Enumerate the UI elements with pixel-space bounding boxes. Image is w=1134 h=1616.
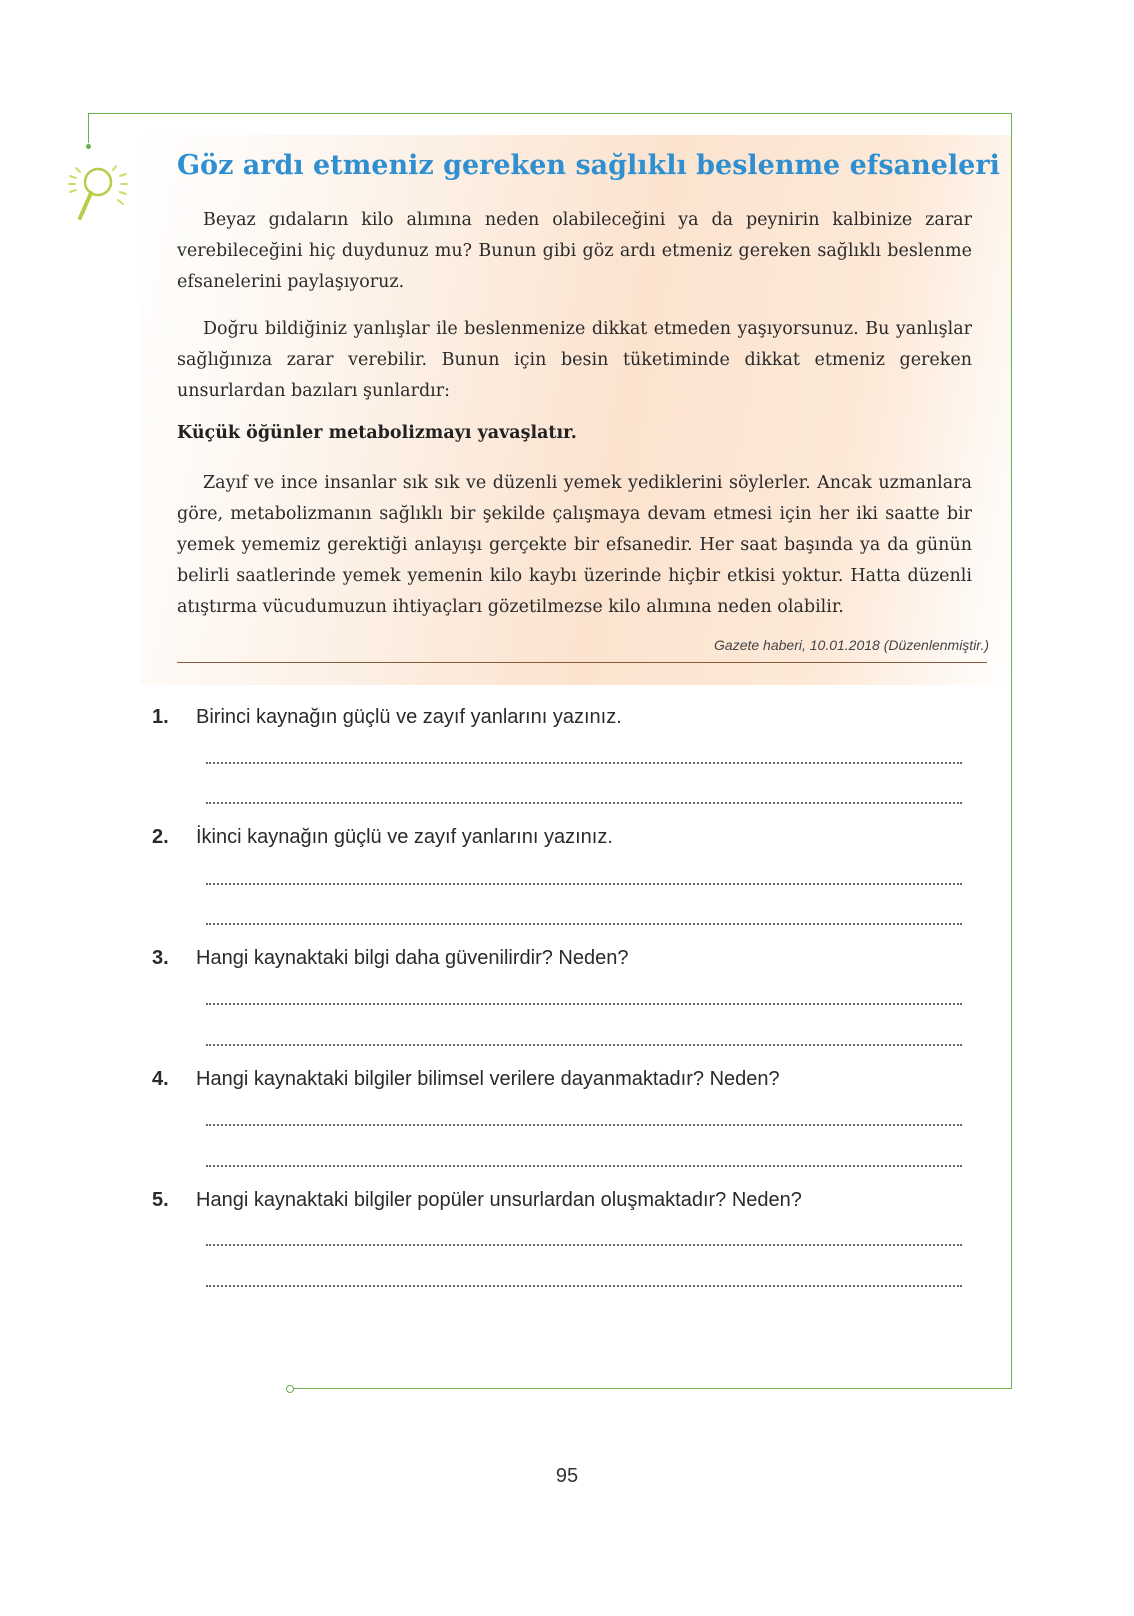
question-5 xyxy=(152,1189,802,1212)
question-text: Hangi kaynaktaki bilgiler popüler unsurlardan oluşmaktadır? Neden? xyxy=(196,1189,802,1211)
question-2 xyxy=(152,826,613,849)
frame-right-border xyxy=(1011,113,1012,1389)
answer-line[interactable] xyxy=(206,1165,962,1167)
question-1 xyxy=(152,706,622,729)
page-number: 95 xyxy=(555,1465,579,1487)
source-divider xyxy=(177,662,987,663)
reading-paragraph-3: Zayıf ve ince insanlar sık sık ve düzenli yemek yediklerini söylerler. Ancak uzmanlara göre, metabolizmanın sağlıklı bir şekilde çalışmaya devam etmesi için her iki saatte bir yemek yememiz gerektiği anlayışı gerçekte bir efsanedir. Her saat başında ya da günün belirli saatlerinde yemek yemenin kilo kaybı üzerinde hiçbir etkisi yoktur. Hatta düzenli atıştırma vücudumuzun ihtiyaçları gözetilmezse kilo alımına neden olabilir. xyxy=(177,473,972,617)
question-3 xyxy=(152,947,629,970)
magnifier-icon xyxy=(60,160,140,240)
reading-subheading: Küçük öğünler metabolizmayı yavaşlatır. xyxy=(177,423,577,443)
answer-line[interactable] xyxy=(206,1285,962,1287)
answer-line[interactable] xyxy=(206,1124,962,1126)
frame-left-tick xyxy=(88,113,89,143)
answer-line[interactable] xyxy=(206,802,962,804)
answer-line[interactable] xyxy=(206,1044,962,1046)
reading-paragraph-2: Doğru bildiğiniz yanlışlar ile beslenmenize dikkat etmeden yaşıyorsunuz. Bu yanlışlar sağlığınıza zarar verebilir. Bunun için besin tüketiminde dikkat etmeniz gereken unsurlardan bazıları şunlardır: xyxy=(177,319,972,401)
question-number: 5. xyxy=(152,1189,169,1211)
answer-line[interactable] xyxy=(206,762,962,764)
reading-title: Göz ardı etmeniz gereken sağlıklı beslenme efsaneleri xyxy=(177,150,1000,181)
frame-bottom-border xyxy=(292,1388,1012,1389)
question-number: 2. xyxy=(152,826,169,848)
frame-bottom-dot xyxy=(286,1385,294,1393)
question-number: 1. xyxy=(152,706,169,728)
question-text: İkinci kaynağın güçlü ve zayıf yanlarını yazınız. xyxy=(196,826,613,848)
answer-line[interactable] xyxy=(206,883,962,885)
question-4 xyxy=(152,1068,780,1091)
source-citation: Gazete haberi, 10.01.2018 (Düzenlenmiştir.) xyxy=(714,637,989,653)
question-text: Hangi kaynaktaki bilgiler bilimsel verilere dayanmaktadır? Neden? xyxy=(196,1068,780,1090)
answer-line[interactable] xyxy=(206,1244,962,1246)
reading-paragraph-1: Beyaz gıdaların kilo alımına neden olabileceğini ya da peynirin kalbinize zarar verebileceğini hiç duydunuz mu? Bunun gibi göz ardı etmeniz gereken sağlıklı beslenme efsanelerini paylaşıyoruz. xyxy=(177,210,972,292)
question-text: Hangi kaynaktaki bilgi daha güvenilirdir? Neden? xyxy=(196,947,629,969)
frame-dot xyxy=(86,144,91,149)
question-number: 4. xyxy=(152,1068,169,1090)
frame-top-border xyxy=(88,113,1012,114)
question-number: 3. xyxy=(152,947,169,969)
answer-line[interactable] xyxy=(206,923,962,925)
question-text: Birinci kaynağın güçlü ve zayıf yanlarını yazınız. xyxy=(196,706,622,728)
answer-line[interactable] xyxy=(206,1003,962,1005)
